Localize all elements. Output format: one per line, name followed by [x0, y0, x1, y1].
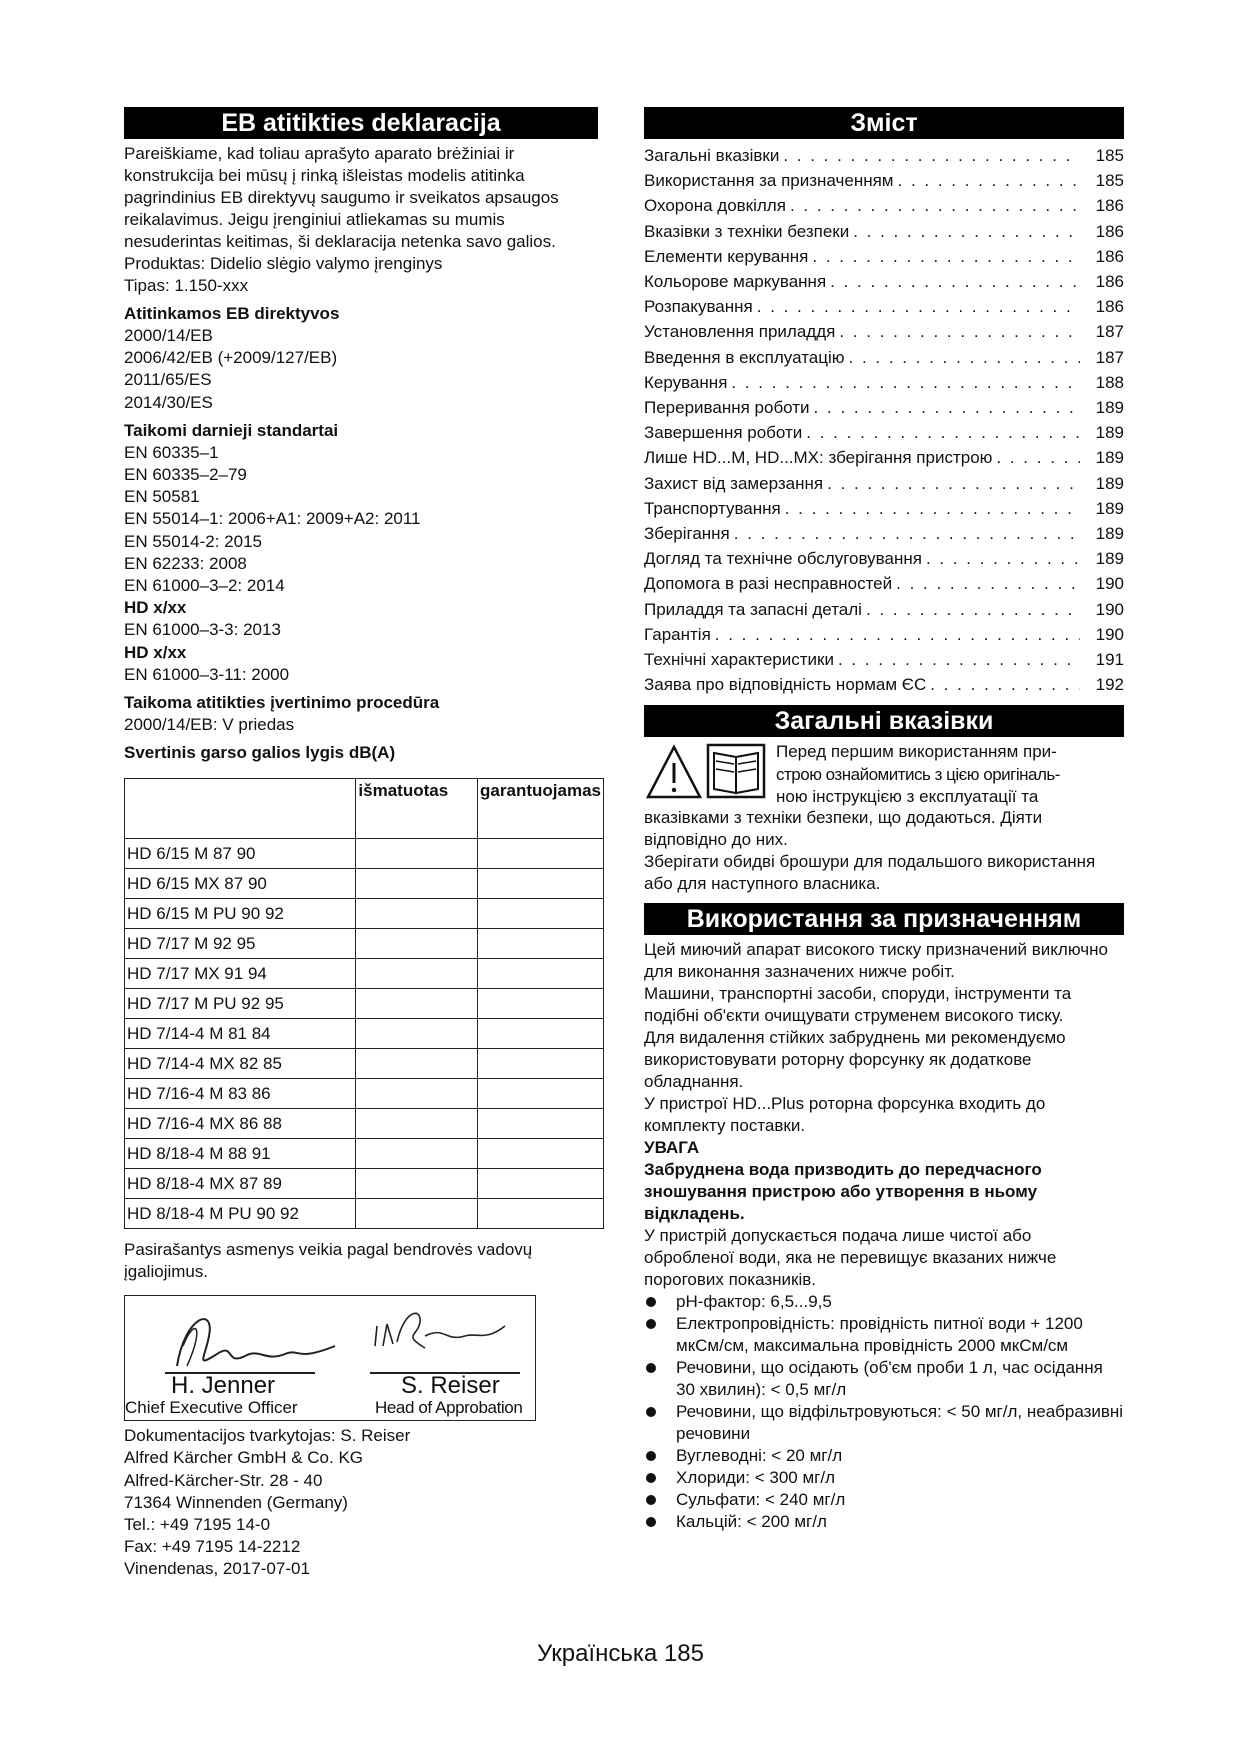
- measured-cell: [356, 959, 478, 989]
- standard-item: EN 61000–3-3: 2013: [124, 620, 281, 640]
- standard-item: EN 62233: 2008: [124, 553, 247, 573]
- product-line: Produktas: Didelio slėgio valymo įrenginys: [124, 254, 443, 273]
- table-row: [125, 989, 604, 1019]
- toc-leader-dots: [785, 496, 1080, 521]
- standards-title: Taikomi darnieji standartai: [124, 420, 339, 440]
- model-cell: HD 6/15 M PU 90 92: [125, 899, 356, 929]
- measured-cell: [356, 899, 478, 929]
- toc-entry-title: Заява про відповідність нормам ЄС: [644, 675, 927, 695]
- toc-entry-page: 191: [1095, 650, 1124, 670]
- toc-leader-dots: [757, 294, 1080, 319]
- toc-leader-dots: [812, 244, 1080, 269]
- table-row: [125, 959, 604, 989]
- warning-manual-icons: [644, 741, 768, 803]
- measured-cell: [356, 1079, 478, 1109]
- toc-entry[interactable]: [644, 168, 1124, 193]
- procedure-title: Taikoma atitikties įvertinimo procedūra: [124, 693, 440, 713]
- toc-entry[interactable]: [644, 395, 1124, 420]
- toc-entry-title: Введення в експлуатацію: [644, 347, 845, 367]
- table-row: [125, 1139, 604, 1169]
- list-item: Вуглеводні: < 20 мг/л: [644, 1445, 1124, 1467]
- model-cell: HD 7/14-4 MX 82 85: [125, 1049, 356, 1079]
- toc-entry[interactable]: [644, 219, 1124, 244]
- guaranteed-cell: [478, 839, 604, 869]
- procedure-text: 2000/14/EB: V priedas: [124, 715, 295, 735]
- measured-cell: [356, 869, 478, 899]
- toc-entry[interactable]: [644, 546, 1124, 571]
- toc-leader-dots: [996, 445, 1080, 470]
- usage-paragraph: У пристрої HD...Plus роторна форсунка входить до комплекту поставки.: [644, 1094, 1046, 1136]
- manufacturer-address: [124, 1425, 598, 1580]
- measured-cell: [356, 1049, 478, 1079]
- signature-scribble-reiser: [375, 1314, 505, 1349]
- eb-declaration-heading: EB atitikties deklaracija: [124, 107, 598, 139]
- left-column: [124, 107, 601, 1581]
- toc-entry[interactable]: [644, 420, 1124, 445]
- right-column: [644, 107, 1124, 1533]
- footer-language: Українська: [537, 1640, 658, 1667]
- usage-paragraph: Цей миючий апарат високого тиску призначений виключно для виконання зазначених нижче робіт.: [644, 940, 1108, 982]
- model-cell: HD 7/17 M 92 95: [125, 929, 356, 959]
- toc-entry-page: 189: [1095, 473, 1124, 493]
- toc-entry-page: 185: [1095, 146, 1124, 165]
- general-notes-icon-block: [644, 741, 1124, 807]
- toc-leader-dots: [866, 597, 1080, 622]
- directive-item: 2014/30/ES: [124, 392, 213, 412]
- guaranteed-cell: [478, 869, 604, 899]
- general-notes-text: вказівками з техніки безпеки, що додаються. Діяти відповідно до них.: [644, 808, 1043, 850]
- measured-cell: [356, 1109, 478, 1139]
- toc-entry[interactable]: [644, 597, 1124, 622]
- model-cell: HD 7/17 M PU 92 95: [125, 989, 356, 1019]
- toc-entry-page: 189: [1095, 423, 1124, 443]
- toc-entry[interactable]: [644, 143, 1124, 168]
- model-cell: HD 7/16-4 M 83 86: [125, 1079, 356, 1109]
- toc-entry[interactable]: [644, 521, 1124, 546]
- toc-entry-page: 189: [1095, 524, 1124, 544]
- signers-note: Pasirašantys asmenys veikia pagal bendrovės vadovų įgaliojimus.: [124, 1240, 533, 1282]
- model-group-label: HD x/xx: [124, 642, 187, 662]
- toc-entry[interactable]: [644, 571, 1124, 596]
- declaration-intro: Pareiškiame, kad toliau aprašyto aparato brėžiniai ir konstrukcija bei mūsų į rinką išleistas modelis atitinka pagrindinius EB direktyvų saugumo ir sveikatos apsaugos reikalavimus. Jeigu įrenginiui atliekamas su mumis nesuderintas keitimas, ši deklaracija netenka savo galios.: [124, 144, 559, 251]
- toc-entry-page: 189: [1095, 498, 1124, 518]
- directive-item: 2000/14/EB: [124, 326, 213, 345]
- toc-entry[interactable]: [644, 672, 1124, 697]
- toc-entry-title: Охорона довкілля: [644, 196, 786, 216]
- list-item: Кальцій: < 200 мг/л: [644, 1511, 1124, 1533]
- toc-leader-dots: [783, 143, 1080, 168]
- toc-leader-dots: [853, 219, 1080, 244]
- sound-power-title: Svertinis garso galios lygis dB(A): [124, 743, 396, 763]
- toc-leader-dots: [930, 672, 1080, 697]
- usage-paragraph: Машини, транспортні засоби, споруди, інструменти та подібні об'єкти очищувати струменем високого тиску.: [644, 984, 1072, 1026]
- guaranteed-cell: [478, 929, 604, 959]
- toc-entry-title: Установлення приладдя: [644, 322, 836, 342]
- toc-entry-title: Зберігання: [644, 524, 730, 544]
- address-line: Tel.: +49 7195 14-0: [124, 1515, 271, 1535]
- toc-entry[interactable]: [644, 370, 1124, 395]
- general-notes-heading: Загальні вказівки: [644, 705, 1124, 737]
- toc-entry-page: 189: [1095, 448, 1124, 468]
- standard-item: EN 55014-2: 2015: [124, 531, 262, 551]
- toc-entry-page: 187: [1095, 322, 1124, 342]
- list-item: Електропровідність: провідність питної води + 1200 мкСм/см, максимальна провідність 2000 мкСм/см: [644, 1313, 1124, 1357]
- guaranteed-cell: [478, 1049, 604, 1079]
- toc-entry-page: 186: [1095, 272, 1124, 292]
- table-of-contents: [644, 143, 1124, 697]
- toc-leader-dots: [926, 546, 1080, 571]
- measured-cell: [356, 1199, 478, 1229]
- toc-entry-page: 185: [1095, 171, 1124, 191]
- guaranteed-cell: [478, 1109, 604, 1139]
- address-line: 71364 Winnenden (Germany): [124, 1492, 348, 1512]
- model-cell: HD 8/18-4 M 88 91: [125, 1139, 356, 1169]
- model-cell: HD 7/14-4 M 81 84: [125, 1019, 356, 1049]
- toc-entry[interactable]: [644, 445, 1124, 470]
- list-item: Речовини, що відфільтровуються: < 50 мг/л, неабразивні речовини: [644, 1401, 1124, 1445]
- measured-cell: [356, 1019, 478, 1049]
- toc-entry-title: Кольорове маркування: [644, 272, 827, 292]
- directives-list: [124, 325, 598, 414]
- toc-entry-title: Гарантія: [644, 624, 711, 644]
- toc-entry-title: Допомога в разі несправностей: [644, 574, 893, 594]
- toc-leader-dots: [827, 471, 1080, 496]
- list-item: pH-фактор: 6,5...9,5: [644, 1291, 1124, 1313]
- attention-text: Забруднена вода призводить до передчасного зношування пристрою або утворення в ньому відкладень.: [644, 1160, 1042, 1224]
- toc-entry-page: 186: [1095, 297, 1124, 317]
- table-row: [125, 1079, 604, 1109]
- sound-power-table: [124, 778, 604, 1229]
- toc-entry-page: 186: [1095, 246, 1124, 266]
- standard-item: EN 60335–2–79: [124, 465, 247, 485]
- toc-entry-title: Керування: [644, 372, 728, 392]
- toc-entry[interactable]: [644, 622, 1124, 647]
- toc-entry[interactable]: [644, 345, 1124, 370]
- toc-entry-page: 190: [1095, 599, 1124, 619]
- signature-stroke: [183, 1329, 197, 1366]
- toc-entry-title: Переривання роботи: [644, 398, 810, 418]
- signer-role-ceo: Chief Executive Officer: [125, 1398, 298, 1418]
- model-cell: HD 8/18-4 M PU 90 92: [125, 1199, 356, 1229]
- list-item: Речовини, що осідають (об'єм проби 1 л, час осідання 30 хвилин): < 0,5 мг/л: [644, 1357, 1124, 1401]
- toc-leader-dots: [839, 319, 1080, 344]
- toc-entry-page: 187: [1095, 347, 1124, 367]
- toc-entry[interactable]: [644, 269, 1124, 294]
- toc-entry-page: 192: [1095, 675, 1124, 695]
- toc-entry-page: 189: [1095, 398, 1124, 418]
- guaranteed-cell: [478, 1019, 604, 1049]
- table-header-measured: išmatuotas: [356, 779, 478, 839]
- toc-entry-page: 186: [1095, 196, 1124, 216]
- standard-item: EN 60335–1: [124, 442, 219, 462]
- guaranteed-cell: [478, 959, 604, 989]
- toc-entry[interactable]: [644, 647, 1124, 672]
- signer-name-jenner: H. Jenner: [171, 1372, 276, 1400]
- toc-leader-dots: [715, 622, 1080, 647]
- toc-leader-dots: [814, 395, 1080, 420]
- model-cell: HD 6/15 MX 87 90: [125, 869, 356, 899]
- toc-entry-title: Захист від замерзання: [644, 473, 824, 493]
- model-group-label: HD x/xx: [124, 598, 187, 618]
- toc-entry-title: Загальні вказівки: [644, 146, 780, 165]
- directive-item: 2011/65/ES: [124, 370, 212, 390]
- table-row: [125, 1199, 604, 1229]
- directive-item: 2006/42/EB (+2009/127/EB): [124, 348, 338, 368]
- toc-entry-title: Приладдя та запасні деталі: [644, 599, 862, 619]
- guaranteed-cell: [478, 1079, 604, 1109]
- guaranteed-cell: [478, 1169, 604, 1199]
- toc-entry-title: Використання за призначенням: [644, 171, 894, 191]
- model-cell: HD 7/17 MX 91 94: [125, 959, 356, 989]
- standard-item: EN 61000–3–2: 2014: [124, 576, 285, 596]
- type-line: Tipas: 1.150-xxx: [124, 276, 249, 295]
- toc-entry[interactable]: [644, 244, 1124, 269]
- signature-box: [124, 1295, 536, 1421]
- manual-book-icon: [708, 745, 764, 797]
- warning-triangle-icon: [648, 747, 700, 797]
- list-item: Сульфати: < 240 мг/л: [644, 1489, 1124, 1511]
- guaranteed-cell: [478, 989, 604, 1019]
- water-limits-list: [644, 1291, 1124, 1533]
- table-row: [125, 1019, 604, 1049]
- standard-item: EN 61000–3-11: 2000: [124, 664, 290, 684]
- toc-entry-page: 189: [1095, 549, 1124, 569]
- water-requirements-text: У пристрій допускається подача лише чистої або обробленої води, яка не перевищує вказаних нижче порогових показників.: [644, 1226, 1057, 1290]
- table-row: [125, 899, 604, 929]
- toc-entry-title: Елементи керування: [644, 246, 809, 266]
- signer-role-approbation: Head of Approbation: [375, 1398, 523, 1418]
- toc-entry-page: 190: [1095, 624, 1124, 644]
- toc-entry[interactable]: [644, 496, 1124, 521]
- toc-entry-title: Догляд та технічне обслуговування: [644, 549, 922, 569]
- guaranteed-cell: [478, 1139, 604, 1169]
- table-row: [125, 1049, 604, 1079]
- toc-leader-dots: [838, 647, 1080, 672]
- table-row: [125, 839, 604, 869]
- toc-entry[interactable]: [644, 319, 1124, 344]
- standard-item: EN 50581: [124, 487, 200, 507]
- measured-cell: [356, 989, 478, 1019]
- icon-text-line: Перед першим використанням при-: [776, 742, 1057, 762]
- guaranteed-cell: [478, 899, 604, 929]
- page-footer: [0, 1640, 1241, 1668]
- toc-leader-dots: [806, 420, 1080, 445]
- measured-cell: [356, 1139, 478, 1169]
- toc-leader-dots: [734, 521, 1080, 546]
- table-row: [125, 1169, 604, 1199]
- toc-entry[interactable]: [644, 193, 1124, 218]
- table-header-empty: [125, 779, 356, 839]
- address-line: Alfred-Kärcher-Str. 28 - 40: [124, 1470, 323, 1490]
- model-cell: HD 7/16-4 MX 86 88: [125, 1109, 356, 1139]
- icon-text-line: ною інструкцією з експлуатації та: [776, 786, 1039, 806]
- toc-entry-title: Розпакування: [644, 297, 753, 317]
- intended-use-heading: Використання за призначенням: [644, 903, 1124, 935]
- toc-entry-title: Вказівки з техніки безпеки: [644, 221, 850, 241]
- address-line: Vinendenas, 2017-07-01: [124, 1559, 310, 1579]
- toc-leader-dots: [849, 345, 1080, 370]
- measured-cell: [356, 839, 478, 869]
- toc-entry[interactable]: [644, 294, 1124, 319]
- measured-cell: [356, 1169, 478, 1199]
- standard-item: EN 55014–1: 2006+A1: 2009+A2: 2011: [124, 509, 421, 529]
- general-notes-text-2: Зберігати обидві брошури для подальшого використання або для наступного власника.: [644, 852, 1096, 894]
- usage-paragraph: Для видалення стійких забруднень ми рекомендуємо використовувати роторну форсунку як додаткове обладнання.: [644, 1028, 1066, 1092]
- toc-entry-title: Завершення роботи: [644, 423, 803, 443]
- table-row: [125, 1109, 604, 1139]
- general-notes-icon-text: [776, 741, 1060, 808]
- toc-leader-dots: [898, 168, 1081, 193]
- model-cell: HD 6/15 M 87 90: [125, 839, 356, 869]
- toc-entry-page: 190: [1095, 574, 1124, 594]
- address-line: Dokumentacijos tvarkytojas: S. Reiser: [124, 1426, 411, 1446]
- toc-leader-dots: [790, 193, 1080, 218]
- guaranteed-cell: [478, 1199, 604, 1229]
- toc-leader-dots: [896, 571, 1080, 596]
- attention-label: УВАГА: [644, 1138, 700, 1158]
- model-cell: HD 8/18-4 MX 87 89: [125, 1169, 356, 1199]
- address-line: Fax: +49 7195 14-2212: [124, 1537, 301, 1557]
- table-row: [125, 929, 604, 959]
- toc-entry-title: Транспортування: [644, 498, 781, 518]
- footer-page-number: 185: [663, 1640, 704, 1667]
- table-row: [125, 869, 604, 899]
- toc-entry-page: 188: [1095, 372, 1124, 392]
- signer-name-reiser: S. Reiser: [401, 1372, 500, 1400]
- toc-leader-dots: [731, 370, 1080, 395]
- toc-heading: Зміст: [644, 107, 1124, 139]
- signature-scribble-jenner: [177, 1319, 335, 1366]
- table-header-guaranteed: garantuojamas: [478, 779, 604, 839]
- toc-leader-dots: [830, 269, 1080, 294]
- icon-text-line: строю ознайомитись з цією оригіналь-: [776, 764, 1060, 784]
- toc-entry[interactable]: [644, 471, 1124, 496]
- standards-list: [124, 442, 598, 686]
- toc-entry-title: Лише HD...M, HD...MX: зберігання пристрою: [644, 448, 993, 468]
- directives-title: Atitinkamos EB direktyvos: [124, 304, 340, 323]
- toc-entry-title: Технічні характеристики: [644, 650, 834, 670]
- toc-entry-page: 186: [1095, 221, 1124, 241]
- measured-cell: [356, 929, 478, 959]
- address-line: Alfred Kärcher GmbH & Co. KG: [124, 1448, 364, 1468]
- list-item: Хлориди: < 300 мг/л: [644, 1467, 1124, 1489]
